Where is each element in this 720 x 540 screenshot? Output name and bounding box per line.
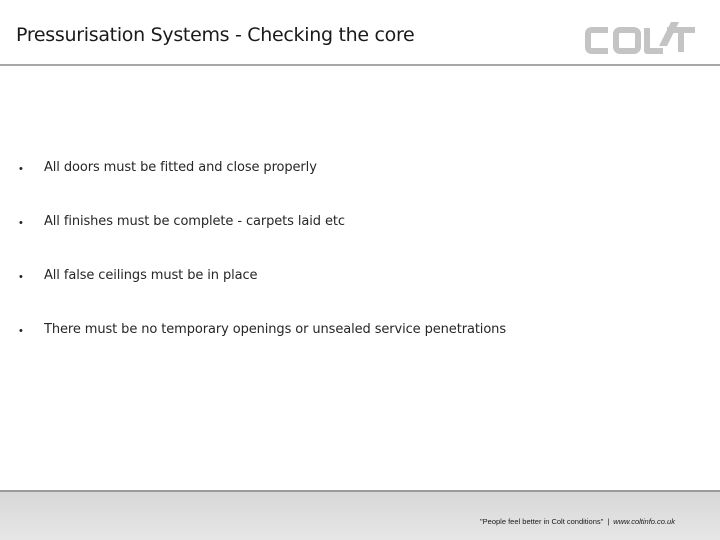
bullet-marker: •: [19, 271, 23, 283]
bullet-marker: •: [19, 217, 23, 229]
colt-logo: [583, 18, 701, 56]
bullet-text: All false ceilings must be in place: [44, 268, 258, 283]
bullet-text: There must be no temporary openings or unsealed service penetrations: [44, 322, 506, 337]
list-item: [0, 268, 720, 292]
footer-url-link[interactable]: www.coltinfo.co.uk: [613, 517, 675, 526]
bullet-marker: •: [19, 325, 23, 337]
footer-text: [480, 517, 675, 526]
footer-separator: |: [607, 517, 610, 526]
list-item: [0, 160, 720, 184]
list-item: [0, 322, 720, 346]
footer-tagline: "People feel better in Colt conditions": [480, 517, 604, 526]
bullet-marker: •: [19, 163, 23, 175]
list-item: [0, 214, 720, 238]
bullet-text: All doors must be fitted and close properly: [44, 160, 317, 175]
header-divider: [0, 64, 720, 66]
bullet-text: All finishes must be complete - carpets laid etc: [44, 214, 345, 229]
slide-title: Pressurisation Systems - Checking the core: [16, 24, 415, 46]
slide-footer: [0, 490, 720, 540]
footer-divider: [0, 490, 720, 492]
slide-header: [0, 0, 720, 65]
